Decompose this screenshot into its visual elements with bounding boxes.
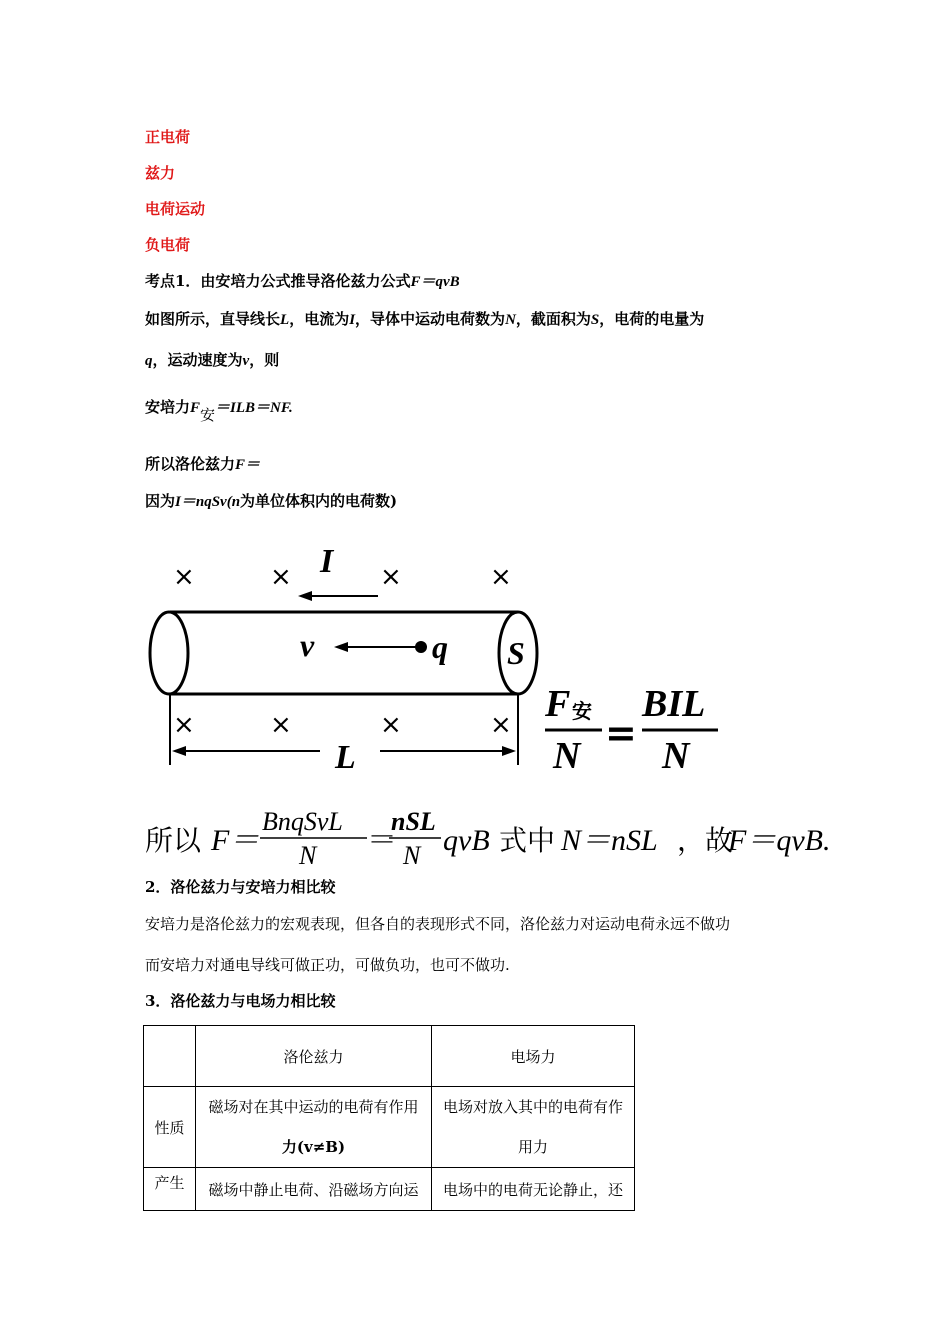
- p1-text: 如图所示，直导线长: [145, 310, 281, 328]
- formula-gu: ，故: [677, 824, 734, 857]
- table-header-row: [144, 1026, 635, 1087]
- row1-electric-cell: [432, 1087, 635, 1168]
- eq-frac2-den: N: [662, 735, 690, 777]
- eq-F-sub: 安: [572, 699, 592, 723]
- p1-text: ，电流为: [289, 310, 350, 328]
- cross-mark: ×: [270, 562, 292, 592]
- p1-text: ，电荷的电量为: [599, 310, 705, 328]
- term-negative-charge: 负电荷: [145, 236, 191, 254]
- point1-heading: [145, 271, 460, 292]
- eq-F: F: [545, 683, 571, 725]
- charge-dot: [415, 641, 427, 653]
- p1-text: ，截面积为: [515, 310, 591, 328]
- ampere-force-line: [145, 397, 293, 425]
- point1-paragraph-line2: [145, 350, 279, 371]
- row2-electric-cell: 电场中的电荷无论静止，还: [432, 1168, 635, 1211]
- comparison-table: [143, 1025, 635, 1211]
- because-formula: I＝nqSv(n: [175, 494, 241, 510]
- row-label-nature: 性质: [144, 1087, 196, 1168]
- dimension-left-arrow: [172, 746, 186, 756]
- lorentz-line: [145, 454, 260, 475]
- derivation-formula: [145, 800, 845, 880]
- formula-nsl: N＝nSL: [561, 824, 658, 857]
- row1-lorentz-line1: 磁场对在其中运动的电荷有作用: [208, 1098, 419, 1116]
- eq-frac2-num: BIL: [642, 683, 706, 725]
- dimension-right-arrow: [502, 746, 516, 756]
- table-row: [144, 1168, 635, 1211]
- velocity-label: v: [300, 627, 315, 663]
- frac1-num: BnqSvL: [262, 807, 343, 836]
- because-line: [145, 491, 397, 512]
- formula-equals: ＝: [367, 824, 397, 857]
- frac2-den: N: [403, 841, 421, 870]
- table-header-electric: 电场力: [432, 1026, 635, 1087]
- eq-equals: =: [605, 711, 637, 755]
- table-header-lorentz: 洛伦兹力: [196, 1026, 432, 1087]
- formula-final: F＝qvB.: [728, 824, 831, 857]
- p1-var-N: N: [505, 312, 516, 328]
- p1-var-S: S: [590, 312, 600, 328]
- current-arrow-head: [298, 591, 312, 601]
- cross-mark: ×: [380, 562, 402, 592]
- current-label: I: [320, 543, 334, 580]
- row1-electric-line1: 电场对放入其中的电荷有作: [442, 1098, 623, 1116]
- ampere-prefix: 安培力: [145, 398, 191, 416]
- cross-mark: ×: [173, 562, 195, 592]
- because-rest: 为单位体积内的电荷数): [240, 492, 398, 510]
- row1-lorentz-line2: 力(v≠B): [281, 1138, 346, 1156]
- point1-paragraph-line1: [145, 309, 704, 330]
- ampere-rest: ＝ILB＝NF.: [215, 400, 293, 416]
- ampere-F: F: [190, 400, 201, 416]
- cross-mark: ×: [490, 562, 512, 592]
- point2-line2: 而安培力对通电导线可做正功，可做负功，也可不做功.: [145, 956, 510, 974]
- cross-mark: ×: [380, 710, 402, 740]
- because-prefix: 因为: [145, 492, 176, 510]
- point1-heading-text: 考点1．由安培力公式推导洛伦兹力公式: [145, 272, 411, 290]
- cross-mark: ×: [490, 710, 512, 740]
- formula-after: qvB: [443, 824, 490, 857]
- cylinder-left-end: [150, 612, 188, 694]
- area-label: S: [507, 635, 525, 671]
- frac2-num: nSL: [391, 807, 436, 836]
- lorentz-formula: F＝: [235, 457, 261, 473]
- formula-shizhong: 式中: [499, 824, 556, 857]
- formula-F-eq: F＝: [211, 824, 260, 857]
- term-force: 兹力: [145, 164, 176, 182]
- row-label-produce: 产生: [144, 1168, 196, 1211]
- term-positive-charge: 正电荷: [145, 128, 191, 146]
- point1-heading-formula: F＝qvB: [410, 274, 460, 290]
- frac1-den: N: [299, 841, 317, 870]
- cross-mark: ×: [173, 710, 195, 740]
- table-row: [144, 1087, 635, 1168]
- table-header-empty: [144, 1026, 196, 1087]
- lorentz-prefix: 所以洛伦兹力: [145, 455, 236, 473]
- p1-text: ，导体中运动电荷数为: [355, 310, 506, 328]
- charge-label: q: [432, 629, 448, 665]
- point2-line1: 安培力是洛伦兹力的宏观表现，但各自的表现形式不同，洛伦兹力对运动电荷永远不做功: [145, 915, 731, 933]
- point2-heading: 2．洛伦兹力与安培力相比较: [145, 878, 336, 896]
- point3-heading: 3．洛伦兹力与电场力相比较: [145, 992, 336, 1010]
- p1-text: ，运动速度为: [152, 351, 243, 369]
- row2-lorentz-cell: 磁场中静止电荷、沿磁场方向运: [196, 1168, 432, 1211]
- p1-var-v: v: [242, 353, 250, 369]
- term-charge-motion: 电荷运动: [145, 200, 206, 218]
- length-label: L: [335, 739, 356, 776]
- p1-var-L: L: [280, 312, 290, 328]
- formula-prefix: 所以: [145, 824, 202, 857]
- wire-diagram: [140, 540, 740, 780]
- ampere-sub: 安: [200, 406, 216, 424]
- velocity-arrow-head: [334, 642, 348, 652]
- eq-frac1-den: N: [553, 735, 581, 777]
- p1-var-I: I: [349, 312, 356, 328]
- row1-lorentz-cell: [196, 1087, 432, 1168]
- p1-text: ，则: [249, 351, 280, 369]
- cross-mark: ×: [270, 710, 292, 740]
- p1-var-q: q: [145, 353, 153, 369]
- row1-electric-line2: 用力: [517, 1138, 548, 1156]
